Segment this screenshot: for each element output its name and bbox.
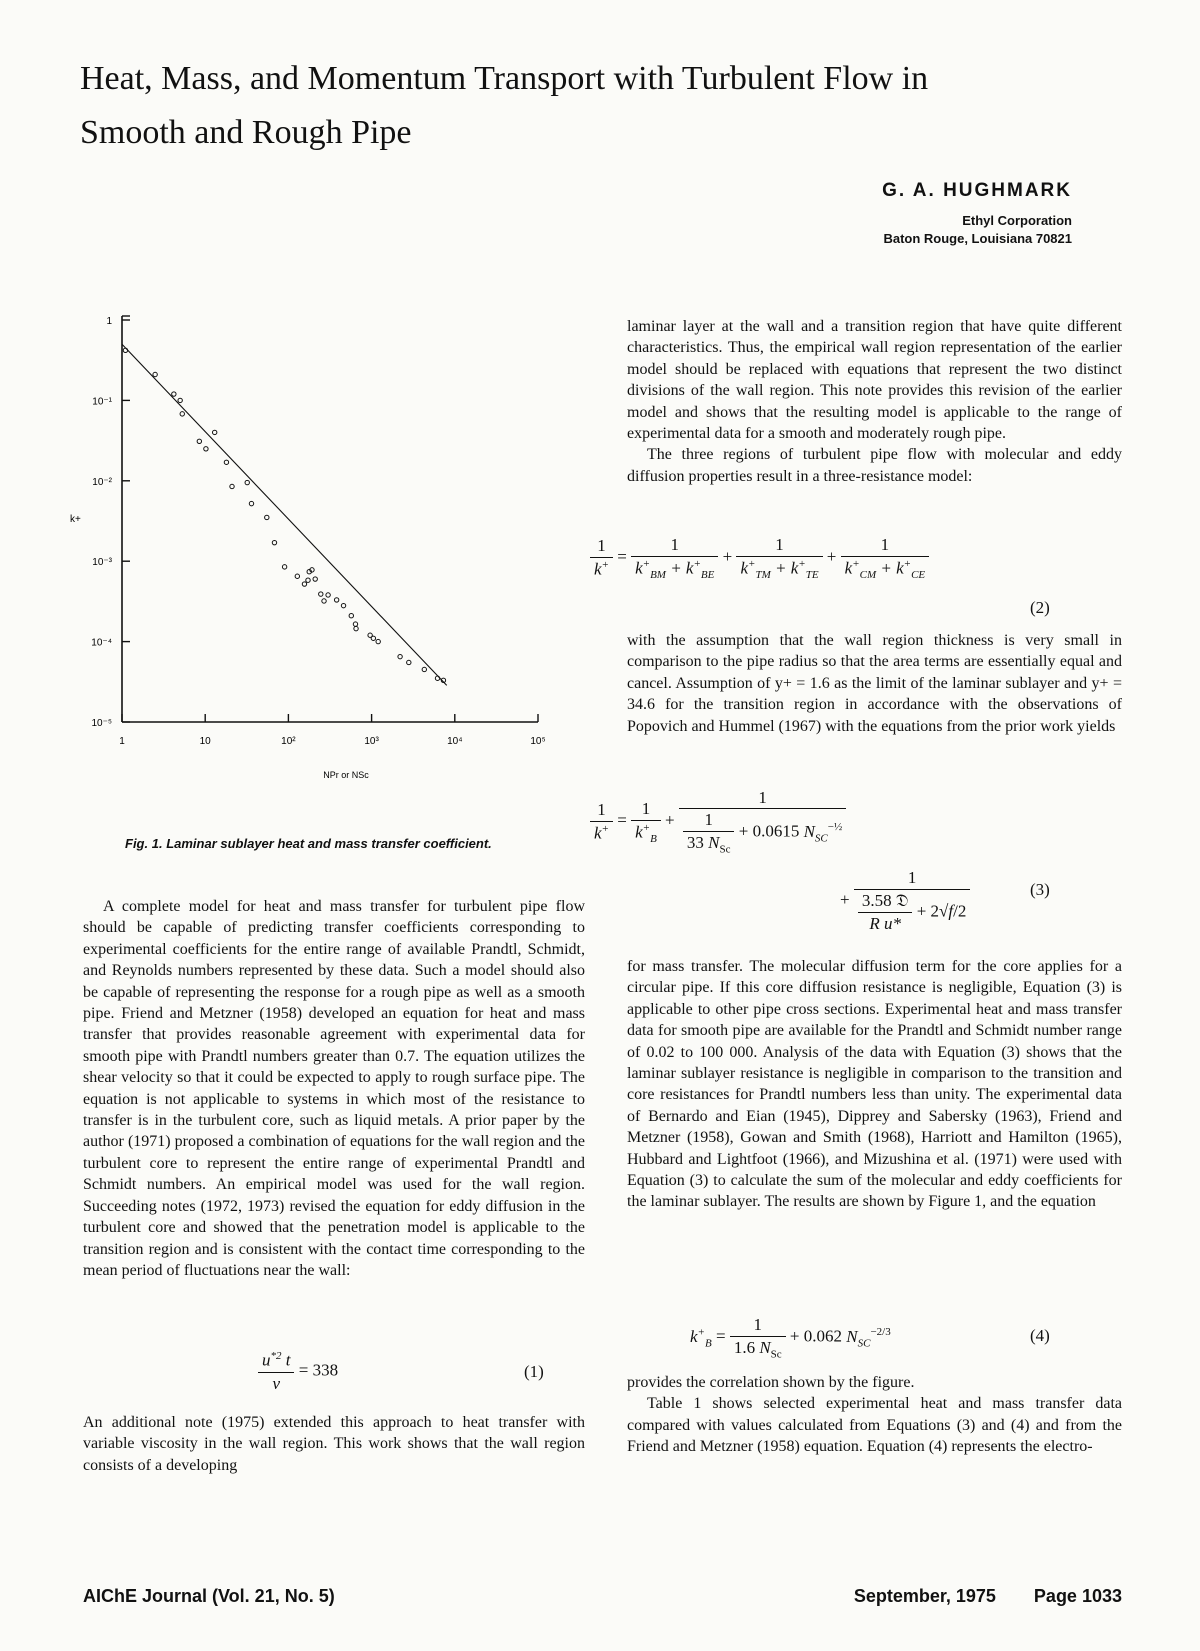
correlation-line — [122, 344, 447, 685]
data-point — [178, 398, 182, 402]
footer-journal: AIChE Journal (Vol. 21, No. 5) — [83, 1586, 335, 1606]
data-point — [249, 501, 253, 505]
data-point — [153, 372, 157, 376]
eq4-const: + 0.062 — [789, 1326, 842, 1346]
author-block — [882, 180, 1072, 248]
data-point — [398, 654, 402, 658]
right-paragraph-4: for mass transfer. The molecular diffusion term for the core applies for a circular pipe. If this core diffusion resistance is negligible, Equation (3) is applicable to other pipe cross sections. Experimental heat and mass transfer data for smooth pipe are available for the Prandtl and Schmidt number range of 0.02 to 100 000. Analysis of the data with Equation (3) shows that the laminar sublayer resistance is negligible in comparison to the transition and core resistances for Prandtl numbers less than unity. The experimental data of Bernardo and Eian (1945), Dipprey and Sabersky (1963), Friend and Metzner (1958), Gowan and Smith (1968), Harriott and Hamilton (1965), Hubbard and Lightfoot (1966), and Mizushina et al. (1971) were used with Equation (3) to calculate the sum of the molecular and eddy coefficients for the laminar sublayer. The results are shown by Figure 1, and the equation — [627, 958, 1122, 1211]
data-point — [322, 599, 326, 603]
eq1-numerator: $u^{*2}$ t — [258, 1350, 294, 1373]
equation-3-number: (3) — [1030, 880, 1050, 899]
left-column-2 — [83, 1412, 585, 1476]
chart-svg — [60, 310, 600, 810]
equation-3: $\frac{1}{k^+}$ = $\frac{1}{k^+_B}$ + 1 $\frac{1}{33 N_{Sc}}$ + 0.0615 $N_{SC}^{-\frac{1}{2}}$ — [590, 788, 846, 855]
eq2-lhs: $\frac{1}{k^+}$ — [590, 536, 613, 580]
eq2-term-1: $\frac{1}{k^+_{BM} + k^+_{BE}}$ — [631, 535, 718, 581]
y-tick-label: 10⁻⁵ — [91, 718, 112, 729]
data-point — [302, 582, 306, 586]
equation-4-number: (4) — [1030, 1326, 1050, 1345]
data-point — [313, 577, 317, 581]
data-point — [282, 565, 286, 569]
eq3-const-1: + 0.0615 — [738, 821, 800, 841]
figure-label: Fig. 1. — [125, 836, 163, 851]
eq1-fraction — [258, 1350, 294, 1394]
right-paragraph-5: provides the correlation shown by the figure. — [627, 1374, 915, 1391]
y-axis-label: k+ — [70, 514, 81, 525]
eq3-term-1: $\frac{1}{k^+_B}$ — [631, 799, 661, 845]
y-tick-label: 10⁻¹ — [92, 396, 112, 408]
data-point — [197, 439, 201, 443]
data-point — [172, 392, 176, 396]
eq3-term-2: 1 $\frac{1}{33 N_{Sc}}$ + 0.0615 $N_{SC}^{-\frac{1}{2}}$ — [679, 788, 846, 855]
intro-paragraph: A complete model for heat and mass transfer for turbulent pipe flow should be capable of predicting transfer coefficients corresponding to experimental coefficients for the entire range of available Prandtl, Schmidt, and Reynolds numbers represented by these data. Such a model should also be capable of representing the response for a rough pipe as well as a smooth pipe. Friend and Metzner (1958) developed an equation for heat and mass transfer that provides reasonable agreement with experimental data for smooth pipe with Prandtl numbers greater than 0.7. The equation utilizes the shear velocity so that it could be expected to apply to rough surface pipe. The equation is not applicable to systems in which most of the resistance to transfer is in the turbulent core, such as liquid metals. A prior paper by the author (1971) proposed a combination of equations for the wall region and the turbulent core to represent the entire range of experimental Prandtl and Schmidt numbers. An empirical model was used for the wall region. Succeeding notes (1972, 1973) revised the equation for eddy diffusion in the turbulent core and showed that the penetration model is applicable to the transition region and is consistent with the contact time corresponding to the mean period of fluctuations near the wall: — [83, 898, 585, 1279]
left-column — [83, 896, 585, 1281]
figure-caption-text: Laminar sublayer heat and mass transfer coefficient. — [166, 836, 492, 851]
right-column-lower — [627, 956, 1122, 1213]
eq2-term-3: $\frac{1}{k^+_{CM} + k^+_{CE}}$ — [841, 535, 930, 581]
eq1-denominator: ν — [272, 1373, 281, 1393]
y-tick-label: 10⁻² — [92, 476, 112, 488]
right-paragraph-1: laminar layer at the wall and a transition region that have quite different characteristics. Thus, the empirical wall region representation of the earlier model should be replaced with equations that represent the two distinct divisions of the wall region. This note provides this revision of the earlier model and shows that the resulting model is applicable to the range of experimental data for a smooth and moderately rough pipe. — [627, 318, 1122, 443]
data-point — [245, 480, 249, 484]
equation-2-number: (2) — [1030, 598, 1050, 617]
y-tick-label: 1 — [106, 316, 112, 327]
x-tick-label: 10⁵ — [530, 736, 546, 747]
data-point — [265, 515, 269, 519]
footer-date: September, 1975 — [853, 1586, 996, 1606]
figure-caption — [125, 836, 492, 851]
data-point — [349, 613, 353, 617]
equation-1-number: (1) — [524, 1362, 544, 1381]
x-tick-label: 10³ — [364, 736, 379, 747]
data-point — [212, 430, 216, 434]
affiliation-line-1: Ethyl Corporation — [962, 213, 1072, 228]
data-point — [422, 667, 426, 671]
data-point — [306, 578, 310, 582]
right-paragraph-3: with the assumption that the wall region thickness is very small in comparison to the pipe radius so that the area terms are essentially equal and cancel. Assumption of y+ = 1.6 as the limit of the laminar sublayer and y+ = 34.6 for the transition region in accordance with the observations of Popovich and Hummel (1967) with the equations from the prior work yields — [627, 632, 1122, 735]
equation-2: $\frac{1}{k^+}$ = $\frac{1}{k^+_{BM} + k^+_{BE}}$ + $\frac{1}{k^+_{TM} + k^+_{TE}}$ + $\frac{1}{k^+_{CM} + k^+_{CE}}$ — [590, 535, 1090, 581]
eq1-rhs: = 338 — [298, 1360, 339, 1380]
y-tick-label: 10⁻⁴ — [91, 637, 112, 649]
eq3-term-3: 1 $\frac{\text{3.58 𝔇}}{\text{R u*}}$ + 2√f/2 — [854, 868, 971, 934]
data-point — [272, 540, 276, 544]
data-point — [376, 639, 380, 643]
data-point — [123, 348, 127, 352]
footer-right — [854, 1586, 1122, 1607]
x-tick-label: 1 — [119, 736, 125, 747]
figure-1 — [60, 310, 600, 870]
title-line-2: Smooth and Rough Pipe — [80, 114, 412, 151]
x-tick-label: 10⁴ — [447, 736, 463, 747]
data-point — [371, 636, 375, 640]
data-point — [354, 626, 358, 630]
data-point — [407, 660, 411, 664]
right-paragraph-6: Table 1 shows selected experimental heat and mass transfer data compared with values calculated from Equations (3) and (4) and from the Friend and Metzner (1958) equation. Equation (4) represents the electro- — [627, 1395, 1122, 1456]
equation-3-continued: + 1 $\frac{\text{3.58 𝔇}}{\text{R u*}}$ + 2√f/2 — [840, 868, 970, 934]
author-name: G. A. HUGHMARK — [882, 180, 1072, 201]
data-point — [180, 412, 184, 416]
data-point — [353, 622, 357, 626]
data-point — [204, 447, 208, 451]
data-point — [341, 603, 345, 607]
x-tick-label: 10 — [199, 736, 211, 747]
x-axis-label: NPr or NSc — [323, 770, 369, 780]
data-point — [326, 593, 330, 597]
equation-4: $k^+_B$ = $\frac{1}{1.6 N_{Sc}}$ + 0.062 $N_{SC}^{-2/3}$ — [690, 1315, 891, 1361]
footer-page: Page 1033 — [1033, 1586, 1122, 1606]
data-point — [224, 460, 228, 464]
eq2-term-2: $\frac{1}{k^+_{TM} + k^+_{TE}}$ — [736, 535, 822, 581]
equation-1 — [258, 1350, 338, 1394]
data-point — [319, 592, 323, 596]
right-column-top — [627, 316, 1122, 487]
right-column-mid — [627, 630, 1122, 737]
title-line-1: Heat, Mass, and Momentum Transport with Turbulent Flow in — [80, 60, 929, 97]
eq3-lhs: $\frac{1}{k^+}$ — [590, 800, 613, 844]
data-point — [435, 676, 439, 680]
data-point — [230, 484, 234, 488]
y-tick-label: 10⁻³ — [92, 557, 112, 569]
right-column-bottom — [627, 1372, 1122, 1458]
data-point — [295, 574, 299, 578]
affiliation-line-2: Baton Rouge, Louisiana 70821 — [883, 231, 1072, 246]
eq4-fraction: $\frac{1}{1.6 N_{Sc}}$ — [730, 1315, 786, 1360]
left-paragraph-2: An additional note (1975) extended this approach to heat transfer with variable viscosity in the wall region. This work shows that the wall region consists of a developing — [83, 1414, 585, 1474]
data-point — [334, 598, 338, 602]
paper-title — [80, 52, 1080, 160]
x-tick-label: 10² — [281, 736, 296, 747]
right-paragraph-2: The three regions of turbulent pipe flow with molecular and eddy diffusion properties result in a three-resistance model: — [627, 446, 1122, 485]
